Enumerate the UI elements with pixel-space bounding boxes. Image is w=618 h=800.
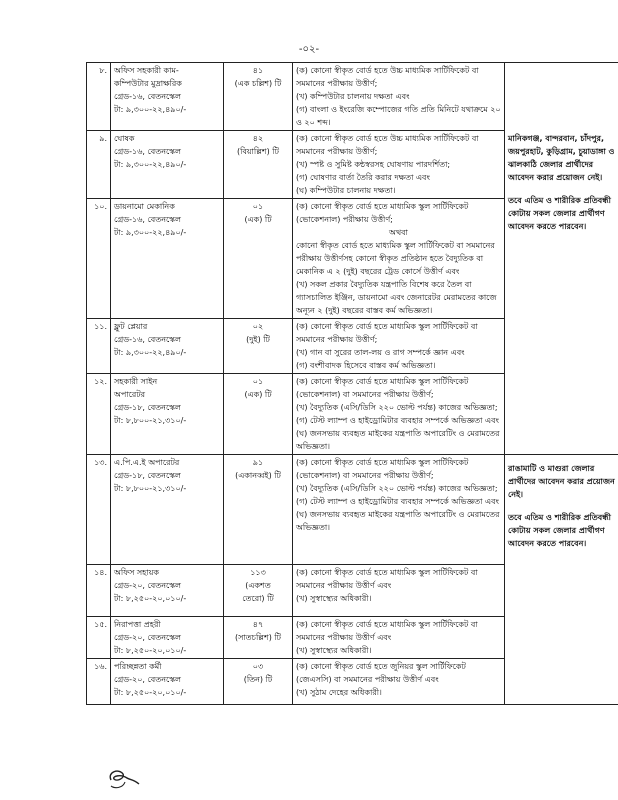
post-grade-line: গ্রেড-১৮, বেতনস্কেল: [114, 403, 181, 412]
post-count-line: তেরো) টি: [242, 594, 274, 603]
post-count-line: ৪১: [252, 66, 264, 75]
post-count-line: (একানব্বই) টি: [235, 471, 281, 480]
post-count-line: ৯১: [252, 458, 264, 467]
post-count-line: (এক) টি: [244, 215, 272, 224]
post-count-cell: [224, 131, 293, 199]
qualification-cell: [293, 199, 505, 319]
post-count-line: (দুই) টি: [246, 335, 270, 344]
post-grade-line: গ্রেড-১৮, বেতনস্কেল: [114, 471, 181, 480]
serial-number: ১৩.: [87, 455, 111, 565]
qualification-line: (ক) কোনো স্বীকৃত বোর্ড হতে মাধ্যমিক স্কুল সার্টিফিকেট বা সমমানের পরীক্ষায় উত্তীর্ণ;: [296, 322, 478, 344]
post-name-cell: [111, 319, 224, 374]
qualification-cell: [293, 319, 505, 374]
post-count-line: ১১৩: [250, 568, 266, 577]
qualification-line: (খ) সকল প্রকার বৈদ্যুতিক যন্ত্রপাতি বিশেষ করে তৈল বা গ্যাসচালিত ইঞ্জিন, ডায়নামো এবং জেনারেটর মেরামতের কাজে অন্যূন ২ (দুই) বছরের বাস্তব কর্ম অভিজ্ঞতা।: [296, 280, 497, 315]
qualification-line: অথবা: [389, 228, 408, 237]
qualification-line: (খ) সুঠাম দেহের অধিকারী।: [296, 688, 382, 697]
qualification-line: (খ) বৈদ্যুতিক (এসি/ডিসি ২২০ ভোল্ট পর্যন্ত) কাজের অভিজ্ঞতা;: [296, 484, 498, 493]
post-name-cell: [111, 63, 224, 131]
post-count-line: ০১: [252, 202, 264, 211]
post-grade-line: গ্রেড-২০, বেতনস্কেল: [114, 675, 181, 684]
qualification-line: (খ) গান বা সুরের তাল-লয় ও রাগ সম্পর্কে জ্ঞান এবং: [296, 348, 465, 357]
post-title: পরিচ্ছন্নতা কর্মী: [114, 662, 162, 671]
qualification-line: (খ) বৈদ্যুতিক (এসি/ডিসি ২২০ ভোল্ট পর্যন্ত) কাজের অভিজ্ঞতা;: [296, 403, 498, 412]
post-grade-line: কম্পিউটার মুদ্রাক্ষরিক: [114, 79, 182, 88]
qualification-line: (খ) স্পষ্ট ও সুমিষ্ট কন্ঠস্বরসহ ঘোষণায় পারদর্শিতা;: [296, 160, 451, 169]
post-grade-line: গ্রেড-২০, বেতনস্কেল: [114, 581, 181, 590]
qualification-cell: [293, 131, 505, 199]
post-count-line: (তিন) টি: [243, 675, 273, 684]
post-count-line: (এক চল্লিশ) টি: [234, 79, 282, 88]
remarks-cell: [505, 455, 618, 705]
post-count-line: ০১: [252, 377, 264, 386]
district-note: তবে এতিম ও শারীরিক প্রতিবন্ধী কোটায় সকল জেলার প্রার্থীগণ আবেদন করতে পারবেন।: [508, 513, 611, 548]
post-name-cell: [111, 131, 224, 199]
qualification-line: (ক) কোনো স্বীকৃত বোর্ড হতে মাধ্যমিক স্কুল সার্টিফিকেট (ভোকেশনাল) পরীক্ষায় উত্তীর্ণ;: [296, 202, 469, 224]
post-grade-line: টা: ৯,৩০০-২২,৪৯০/-: [114, 105, 187, 114]
post-title: ডায়নামো মেকানিক: [114, 202, 175, 211]
qualification-line: (ঘ) কম্পিউটার চালনায় দক্ষতা।: [296, 186, 396, 195]
post-count-cell: [224, 455, 293, 565]
signature: [105, 762, 145, 792]
post-grade-line: গ্রেড-১৬, বেতনস্কেল: [114, 147, 181, 156]
post-count-line: ০২: [252, 322, 264, 331]
post-grade-line: গ্রেড-২০, বেতনস্কেল: [114, 633, 181, 642]
serial-number: ১৫.: [87, 617, 111, 659]
qualification-line: (ক) কোনো স্বীকৃত বোর্ড হতে উচ্চ মাধ্যমিক সার্টিফিকেট বা সমমানের পরীক্ষায় উত্তীর্ণ;: [296, 134, 479, 156]
qualification-line: (ক) কোনো স্বীকৃত বোর্ড হতে মাধ্যমিক স্কুল সার্টিফিকেট (ভোকেশনাল) বা সমমানের পরীক্ষায় উত্তীর্ণ;: [296, 377, 469, 399]
serial-number: ১২.: [87, 374, 111, 455]
post-name-cell: [111, 199, 224, 319]
post-title: সহকারী সাইন: [114, 377, 158, 386]
post-name-cell: [111, 659, 224, 705]
post-count-cell: [224, 319, 293, 374]
post-count-line: ৪২: [252, 134, 264, 143]
post-count-line: (সাতচল্লিশ) টি: [234, 633, 282, 642]
district-note: তবে এতিম ও শারীরিক প্রতিবন্ধী কোটায় সকল জেলার প্রার্থীগণ আবেদন করতে পারবেন।: [508, 196, 611, 231]
qualification-line: (খ) সুস্বাস্থ্যের অধিকারী।: [296, 594, 372, 603]
post-name-cell: [111, 565, 224, 617]
post-grade-line: টা: ৯,৩০০-২২,৪৯০/-: [114, 160, 187, 169]
post-grade-line: টা: ৯,৩০০-২২,৪৯০/-: [114, 228, 187, 237]
serial-number: ১০.: [87, 199, 111, 319]
qualification-line: কোনো স্বীকৃত বোর্ড হতে মাধ্যমিক স্কুল সার্টিফিকেট বা সমমানের পরীক্ষায় উত্তীর্ণসহ কোনো স্বীকৃত প্রতিষ্ঠান হতে বৈদ্যুতিক বা মেকানিক এ ২ (দুই) বছরের ট্রেড কোর্সে উত্তীর্ণ এবং: [296, 241, 495, 276]
serial-number: ৯.: [87, 131, 111, 199]
serial-number: ১৪.: [87, 565, 111, 617]
post-name-cell: [111, 455, 224, 565]
qualification-line: (গ) টেস্ট ল্যাম্প ও হাইড্রোমিটার ব্যবহার সম্পর্কে অভিজ্ঞতা এবং: [296, 497, 500, 506]
post-grade-line: গ্রেড-১৬, বেতনস্কেল: [114, 92, 181, 101]
qualification-line: (ঘ) জনসভায় ব্যবহৃত মাইকের যন্ত্রপাতি অপারেটিং ও মেরামতের অভিজ্ঞতা।: [296, 510, 500, 532]
post-grade-line: টা: ৮,৮০০-২১,৩১০/-: [114, 484, 187, 493]
qualification-line: (গ) বাংলা ও ইংরেজি কম্পোজের গতি প্রতি মিনিটে যথাক্রমে ২০ ও ২০ শব্দ।: [296, 105, 501, 127]
district-note: মানিকগঞ্জ, বান্দরবান, চাঁদপুর, জয়পুরহাট, কুড়িগ্রাম, চুয়াডাঙ্গা ও ঝালকাঠি জেলার প্রার্থীদের আবেদন করার প্রয়োজন নেই।: [508, 134, 615, 182]
post-grade-line: টা: ৮,২৫০-২০,০১০/-: [114, 594, 187, 603]
vacancy-table: [86, 62, 618, 705]
qualification-line: (ক) কোনো স্বীকৃত বোর্ড হতে মাধ্যমিক স্কুল সার্টিফিকেট বা সমমানের পরীক্ষায় উত্তীর্ণ এবং: [296, 620, 478, 642]
post-title: অফিস সহকারী কাম-: [114, 66, 179, 75]
qualification-line: (ঘ) জনসভায় ব্যবহৃত মাইকের যন্ত্রপাতি অপারেটিং ও মেরামতের অভিজ্ঞতা।: [296, 429, 500, 451]
post-count-line: (একশত: [245, 581, 271, 590]
qualification-cell: [293, 63, 505, 131]
qualification-cell: [293, 455, 505, 565]
post-grade-line: গ্রেড-১৬, বেতনস্কেল: [114, 215, 181, 224]
page-number: -০২-: [298, 44, 320, 55]
post-name-cell: [111, 374, 224, 455]
post-grade-line: গ্রেড-১৬, বেতনস্কেল: [114, 335, 181, 344]
post-grade-line: টা: ৮,২৫০-২০,০১০/-: [114, 646, 187, 655]
remarks-cell: [505, 63, 618, 455]
serial-number: ১৬.: [87, 659, 111, 705]
post-grade-line: টা: ৮,৮০০-২১,৩১০/-: [114, 416, 187, 425]
post-title: ফ্লুট প্লেয়ার: [114, 322, 148, 331]
qualification-line: (ক) কোনো স্বীকৃত বোর্ড হতে উচ্চ মাধ্যমিক সার্টিফিকেট বা সমমানের পরীক্ষায় উত্তীর্ণ;: [296, 66, 479, 88]
table-row: [87, 63, 618, 131]
district-note: রাঙামাটি ও মাগুরা জেলার প্রার্থীদের আবেদন করার প্রয়োজন নেই।: [508, 464, 615, 499]
post-count-line: (বিয়াল্লিশ) টি: [237, 147, 279, 156]
post-title: নিরাপত্তা প্রহরী: [114, 620, 161, 629]
qualification-line: (গ) ঘোষণার বার্তা তৈরি করার দক্ষতা এবং: [296, 173, 430, 182]
post-count-cell: [224, 374, 293, 455]
qualification-line: (ক) কোনো স্বীকৃত বোর্ড হতে জুনিয়র স্কুল সার্টিফিকেট (জেএসসি) বা সমমানের পরীক্ষায় উত্তীর্ণ এবং: [296, 662, 466, 684]
post-title: অফিস সহায়ক: [114, 568, 160, 577]
post-grade-line: টা: ৮,২৫০-২০,০১০/-: [114, 688, 187, 697]
qualification-line: (গ) টেস্ট ল্যাম্প ও হাইড্রোমিটার ব্যবহার সম্পর্কে অভিজ্ঞতা এবং: [296, 416, 500, 425]
qualification-cell: [293, 374, 505, 455]
post-count-line: ০৩: [252, 662, 264, 671]
qualification-cell: [293, 617, 505, 659]
post-title: ঘোষক: [114, 134, 135, 143]
post-count-cell: [224, 199, 293, 319]
post-grade-line: টা: ৯,৩০০-২২,৪৯০/-: [114, 348, 187, 357]
qualification-line: (খ) সুস্বাস্থ্যের অধিকারী।: [296, 646, 372, 655]
qualification-line: (গ) বংশীবাদক হিসেবে বাস্তব কর্ম অভিজ্ঞতা।: [296, 361, 436, 370]
table-row: [87, 455, 618, 565]
qualification-cell: [293, 565, 505, 617]
post-count-line: ৪৭: [252, 620, 264, 629]
serial-number: ১১.: [87, 319, 111, 374]
post-grade-line: অপারেটর: [114, 390, 146, 399]
qualification-line: (ক) কোনো স্বীকৃত বোর্ড হতে মাধ্যমিক স্কুল সার্টিফিকেট (ভোকেশনাল) বা সমমানের পরীক্ষায় উত্তীর্ণ;: [296, 458, 469, 480]
post-count-line: (এক) টি: [244, 390, 272, 399]
qualification-line: (খ) কম্পিউটার চালনায় দক্ষতা এবং: [296, 92, 410, 101]
serial-number: ৮.: [87, 63, 111, 131]
post-count-cell: [224, 63, 293, 131]
post-count-cell: [224, 565, 293, 617]
qualification-cell: [293, 659, 505, 705]
post-count-cell: [224, 617, 293, 659]
post-count-cell: [224, 659, 293, 705]
post-name-cell: [111, 617, 224, 659]
post-title: এ.পি.এ.ই অপারেটর: [114, 458, 180, 467]
qualification-line: (ক) কোনো স্বীকৃত বোর্ড হতে মাধ্যমিক স্কুল সার্টিফিকেট বা সমমানের পরীক্ষায় উত্তীর্ণ এবং: [296, 568, 478, 590]
